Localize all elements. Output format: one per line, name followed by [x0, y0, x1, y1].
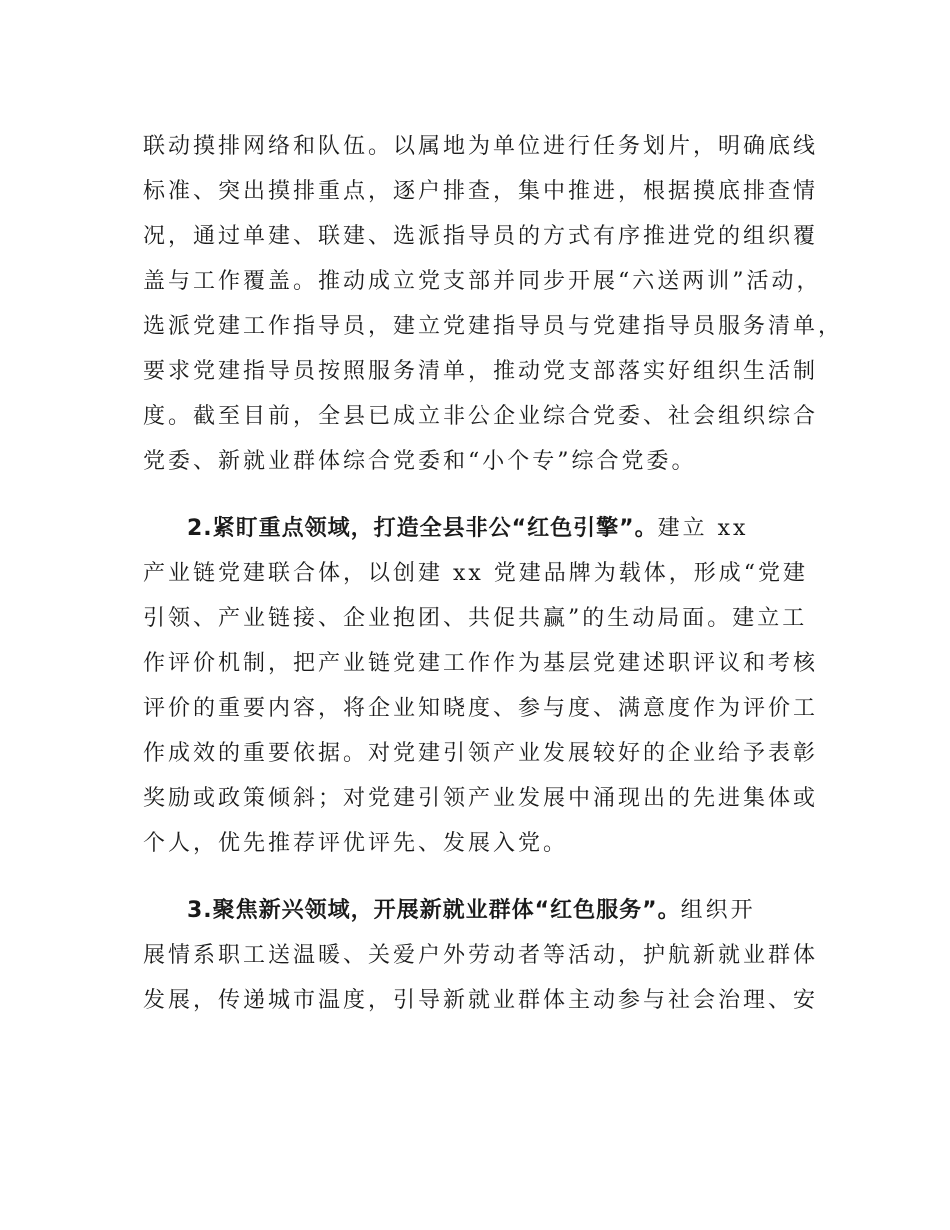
text-line: 发展，传递城市温度，引导新就业群体主动参与社会治理、安 — [143, 988, 819, 1013]
paragraph-first-line — [143, 888, 811, 933]
text-line: 盖与工作覆盖。推动成立党支部并同步开展“六送两训”活动， — [143, 269, 822, 294]
text-line: 作评价机制，把产业链党建工作作为基层党建述职评议和考核 — [143, 651, 819, 676]
text-line: 要求党建指导员按照服务清单，推动党支部落实好组织生活制 — [143, 359, 819, 384]
text-line: 选派党建工作指导员，建立党建指导员与党建指导员服务清单， — [143, 314, 844, 339]
paragraph-1 — [143, 124, 844, 484]
paragraph-gap — [143, 866, 811, 888]
paragraph-2 — [143, 506, 819, 866]
section-heading: 3.聚焦新兴领域，开展新就业群体“红色服务”。 — [187, 898, 681, 923]
text-line: 产业链党建联合体，以创建 xx 党建品牌为载体，形成“党建 — [143, 561, 809, 586]
text-line: 评价的重要内容，将企业知晓度、参与度、满意度作为评价工 — [143, 696, 819, 721]
text-line: 标准、突出摸排重点，逐户排查，集中推进，根据摸底排查情 — [143, 179, 819, 204]
section-heading: 2.紧盯重点领域，打造全县非公“红色引擎”。 — [187, 516, 658, 541]
text-line: 展情系职工送温暖、关爱户外劳动者等活动，护航新就业群体 — [143, 943, 819, 968]
document-page — [143, 124, 844, 1023]
text-line: 作成效的重要依据。对党建引领产业发展较好的企业给予表彰 — [143, 741, 819, 766]
text-line: 联动摸排网络和队伍。以属地为单位进行任务划片，明确底线 — [143, 134, 819, 159]
text-line: 度。截至目前，全县已成立非公企业综合党委、社会组织综合 — [143, 404, 819, 429]
paragraph-3 — [143, 888, 819, 1023]
text-line: 引领、产业链接、企业抱团、共促共赢”的生动局面。建立工 — [143, 606, 808, 631]
text-line-rest: 组织开 — [680, 898, 756, 923]
paragraph-first-line — [143, 506, 811, 551]
text-line: 党委、新就业群体综合党委和“小个专”综合党委。 — [143, 449, 697, 474]
text-line: 奖励或政策倾斜；对党建引领产业发展中涌现出的先进集体或 — [143, 786, 819, 811]
text-line: 个人，优先推荐评优评先、发展入党。 — [143, 831, 569, 856]
paragraph-gap — [143, 484, 811, 506]
text-line: 况，通过单建、联建、选派指导员的方式有序推进党的组织覆 — [143, 224, 819, 249]
text-line-rest: 建立 xx — [657, 516, 749, 541]
